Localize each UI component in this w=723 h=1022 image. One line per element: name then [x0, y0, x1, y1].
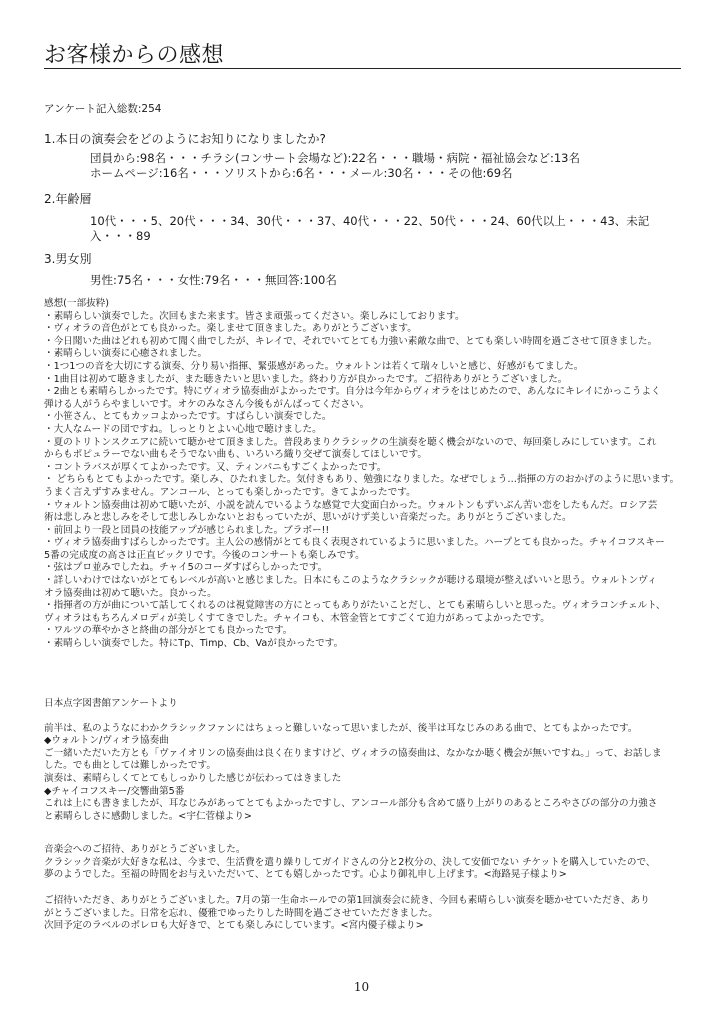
comment-line: ・弦はプロ並みでしたね。チャイ5のコーダすばらしかったです。 [44, 562, 328, 574]
comment-line: ヴィオラはもちろんメロディが美しくすてきでした。チャイコも、木管金管とてすごくて迫力があってよかったです。 [44, 612, 550, 624]
title-rule [44, 68, 681, 69]
letter-section-1 [44, 844, 684, 882]
library-line: ご一緒いただいた方とも「ヴァイオリンの協奏曲は良く在りますけど、ヴィオラの協奏曲は、なかなか聴く機会が無いですね。」って、お話しま [44, 747, 662, 759]
letter-line: クラシック音楽が大好きな私は、今まで、生活費を遣り繰りしてガイドさんの分と2枚分の、決して安価でない チケットを購入していたので、 [44, 856, 656, 868]
comment-line: 5番の完成度の高さは正直ビックリです。今後のコンサートも楽しみです。 [44, 549, 365, 561]
comment-line: ・コントラバスが厚くてよかったです。又、ティンパニもすごくよかったです。 [44, 461, 387, 473]
question-3-answer: 男性:75名・・・女性:79名・・・無回答:100名 [90, 273, 337, 288]
letter-line: 音楽会へのご招待、ありがとうございました。 [44, 844, 246, 855]
comment-line: ・詳しいわけではないがとてもレベルが高いと感じました。日本にもこのようなクラシックが聴ける環境が整えばいいと思う。ウォルトンヴィ [44, 575, 657, 587]
answer-line: ホームページ:16名・・・ソリストから:6名・・・メール:30名・・・その他:69名 [90, 166, 513, 181]
question-1-section [44, 133, 684, 181]
letter-line: がとうございました。日常を忘れ、優雅でゆったりした時間を過ごさせていただきました。 [44, 907, 438, 919]
comment-line: ・指揮者の方が曲について話してくれるのは視覚障害の方にとってもありがたいことだし、とても素晴らしいと思った。ヴィオラコンチェルト、 [44, 600, 666, 612]
comment-line: ・大人なムードの団ですね。しっとりとよい心地で聴けました。 [44, 423, 322, 435]
comment-line: ・1曲目は初めて聴きましたが、また聴きたいと思いました。終わり方が良かったです。ご招待ありがとうございました。 [44, 373, 568, 385]
comment-line: ・小笹さん、とてもカッコよかったです。すばらしい演奏でした。 [44, 411, 332, 423]
comments-section [44, 298, 684, 651]
question-1-title: 1.本日の演奏会をどのようにお知りになりましたか? [44, 132, 326, 146]
library-line: ◆チャイコフスキー/交響曲第5番 [44, 785, 185, 797]
comment-line: 弾ける人がうらやましいです。オケのみなさん今後もがんばってください。 [44, 398, 370, 410]
library-line: した。でも曲としては難しかったです。 [44, 760, 216, 772]
answer-line: 団員から:98名・・・チラシ(コンサート会場など):22名・・・職場・病院・福祉協会など:13名 [90, 151, 580, 166]
survey-total-text: アンケート記入総数:254 [44, 103, 162, 115]
page-number: 10 [353, 980, 370, 994]
comment-line: ・1つ1つの音を大切にする演奏、分り易い指揮、緊張感があった。ウォルトンは若くて瑞々しいと感じ、好感がもてました。 [44, 360, 584, 372]
question-2-title: 2.年齢層 [44, 192, 92, 206]
comment-line: ・ワルツの華やかさと終曲の部分がとても良かったです。 [44, 625, 293, 637]
library-line: 演奏は、素晴らしくてとてもしっかりした感じが伝わってはきました [44, 772, 342, 784]
page-title: お客様からの感想 [44, 43, 225, 68]
comment-line: ・2曲とも素晴らしかったです。特にヴィオラ協奏曲がよかったです。自分は今年からヴィオラをはじめたので、あんなにキレイにかっこうよく [44, 386, 661, 398]
letter-line: 夢のようでした。至福の時間をお与えいただいて、とても嬉しかったです。心より御礼申し上げます。<海路晃子様より> [44, 869, 567, 881]
library-line: と素晴らしさに感動しました。<宇仁菅様より> [44, 810, 252, 822]
library-line: 前半は、私のようなにわかクラシックファンにはちょっと難しいなって思いましたが、後半は耳なじみのある曲で、とてもよかったです。 [44, 722, 638, 734]
comment-line: 術は悲しみと悲しみをそして悲しみしかないとおもっていたが、思いがけず美しい音楽だった。ありがとうございました。 [44, 512, 572, 524]
comment-line: ・ どちらもとてもよかったです。楽しみ、ひたれました。気付きもあり、勉強になりました。なぜでしょう…指揮の方のおかげのように思います。 [44, 474, 680, 486]
comment-line: からもポピュラーでない曲もそうでない曲も、いろいろ織り交ぜて演奏してほしいです。 [44, 449, 427, 461]
comment-line: ・ヴィオラの音色がとても良かった。楽しませて頂きました。ありがとうございます。 [44, 323, 417, 335]
comment-line: ・素晴らしい演奏でした。次回もまた来ます。皆さま頑張ってください。楽しみにしております。 [44, 310, 465, 322]
library-survey-section [44, 698, 684, 823]
letter-section-2 [44, 895, 684, 933]
comments-heading: 感想(一部抜粋) [44, 298, 110, 309]
question-2-section [44, 193, 684, 244]
letter-line: ご招待いただき、ありがとうございました。7月の第一生命ホールでの第1回演奏会に続き、今回も素晴らしい演奏を聴かせていただき、あり [44, 895, 650, 906]
question-3-section [44, 253, 684, 288]
comment-line: ・ヴィオラ協奏曲すばらしかったです。主人公の感情がとても良く表現されているように思いました。ハープとても良かった。チャイコフスキー [44, 537, 665, 549]
comment-line: ・素晴らしい演奏でした。特にTp、Timp、Cb、Vaが良かったです。 [44, 638, 344, 650]
library-heading: 日本点字図書館アンケートより [44, 698, 178, 709]
survey-total [44, 103, 684, 116]
comment-line: うまく言えずすみません。アンコール、とっても楽しかったです。きてよかったです。 [44, 486, 416, 498]
question-1-answers [44, 151, 684, 181]
library-line: これは上にも書きましたが、耳なじみがあってとてもよかったですし、アンコール部分も含めて盛り上がりのあるところやさびの部分の力強さ [44, 798, 658, 810]
library-line: ◆ウォルトン/ヴィオラ協奏曲 [44, 735, 169, 747]
comment-line: ・今日聞いた曲はどれも初めて聞く曲でしたが、キレイで、それでいてとても力強い素敵な曲で、とても楽しい時間を過ごさせて頂きました。 [44, 335, 658, 347]
question-3-title: 3.男女別 [44, 252, 92, 266]
letter-line: 次回予定のラベルのボレロも大好きで、とても楽しみにしています。<宮内優子様より> [44, 920, 424, 932]
comment-line: ・夏のトリトンスクエアに続いて聴かせて頂きました。普段あまりクラシックの生演奏を聴く機会がないので、毎回楽しみにしています。これ [44, 436, 657, 448]
comment-line: オラ協奏曲は初めて聴いた。良かった。 [44, 587, 217, 599]
comment-line: ・素晴らしい演奏に心癒されました。 [44, 348, 208, 360]
comment-line: ・前回より一段と団員の技能アップが感じられました。ブラボー!! [44, 524, 330, 536]
question-2-answer: 10代・・・5、20代・・・34、30代・・・37、40代・・・22、50代・・・24、60代以上・・・43、未記入・・・89 [90, 214, 650, 244]
comment-line: ・ウォルトン協奏曲は初めて聴いたが、小説を読んでいるような感覚で大変面白かった。ウォルトンもずいぶん苦い恋をしたもんだ。ロシア芸 [44, 499, 658, 511]
